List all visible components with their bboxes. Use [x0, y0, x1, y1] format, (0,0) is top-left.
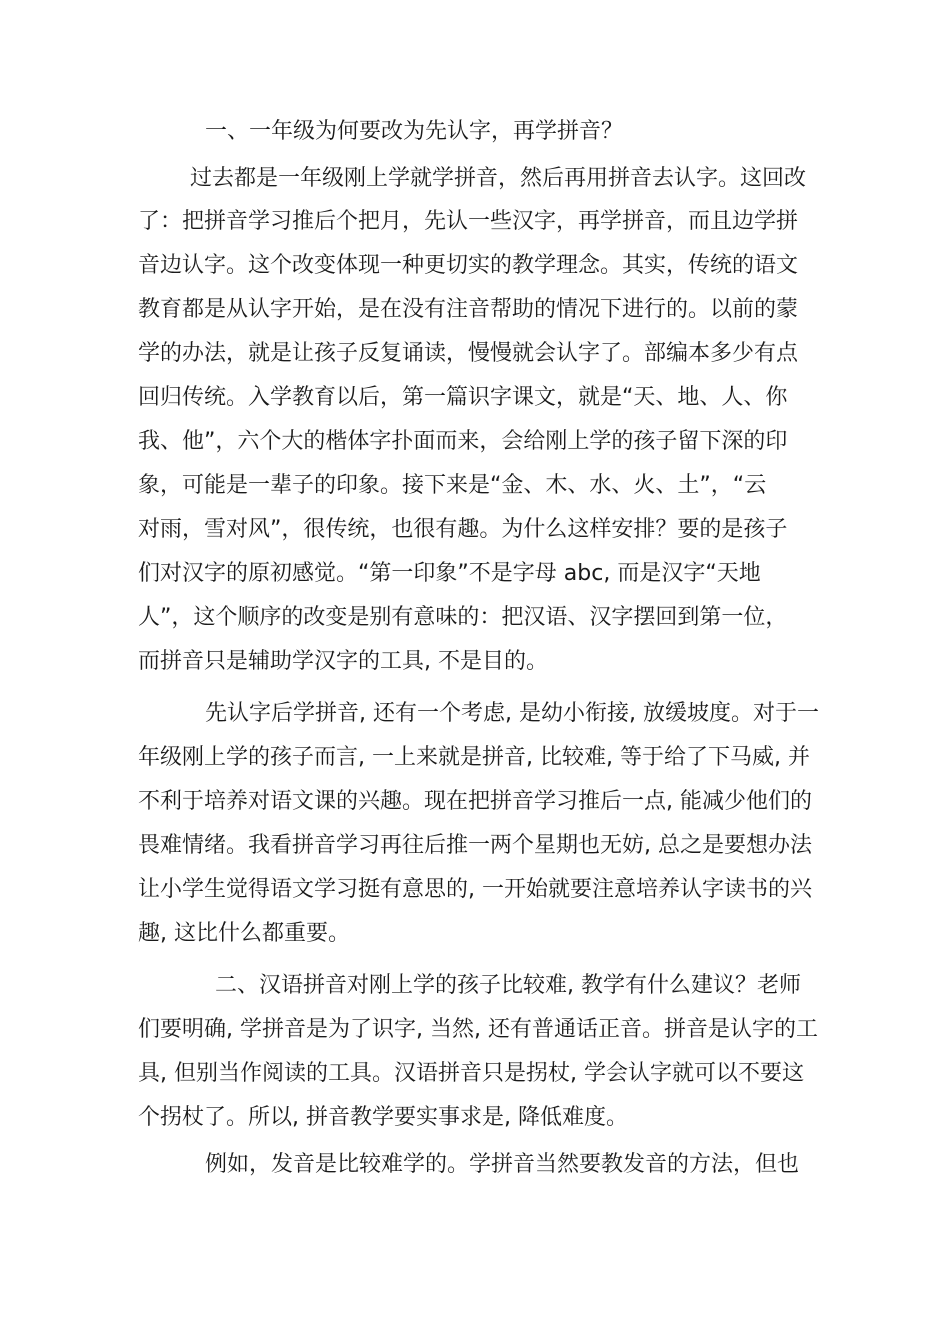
paragraph-2-line: 让小学生觉得语文学习挺有意思的, 一开始就要注意培养认字读书的兴: [138, 877, 812, 902]
paragraph-1-line: 而拼音只是辅助学汉字的工具, 不是目的。: [138, 649, 548, 674]
paragraph-1-line: 教育都是从认字开始，是在没有注音帮助的情况下进行的。以前的蒙: [138, 297, 799, 322]
paragraph-2-line: 畏难情绪。我看拼音学习再往后推一两个星期也无妨, 总之是要想办法: [138, 833, 812, 858]
paragraph-1-line: 象，可能是一辈子的印象。接下来是“金、木、水、火、土”，“云: [138, 473, 767, 498]
paragraph-1-line: 人”，这个顺序的改变是别有意味的：把汉语、汉字摆回到第一位，: [138, 605, 788, 630]
paragraph-2-line: 先认字后学拼音, 还有一个考虑, 是幼小衔接, 放缓坡度。对于一: [205, 701, 819, 726]
paragraph-2-line: 年级刚上学的孩子而言, 一上来就是拼音, 比较难, 等于给了下马威, 并: [138, 745, 810, 770]
paragraph-3-line: 个拐杖了。所以, 拼音教学要实事求是, 降低难度。: [138, 1105, 628, 1130]
paragraph-1-line: 回归传统。入学教育以后，第一篇识字课文，就是“天、地、人、你: [138, 385, 788, 410]
section-heading-2-line: 二、汉语拼音对刚上学的孩子比较难, 教学有什么建议？老师: [215, 973, 801, 998]
paragraph-2-line: 趣, 这比什么都重要。: [138, 921, 350, 946]
paragraph-1-line: 我、他”，六个大的楷体字扑面而来，会给刚上学的孩子留下深的印: [138, 429, 788, 454]
paragraph-1-line: 了：把拼音学习推后个把月，先认一些汉字，再学拼音，而且边学拼: [138, 209, 799, 234]
paragraph-1-line: 学的办法，就是让孩子反复诵读，慢慢就会认字了。部编本多少有点: [138, 341, 799, 366]
section-heading-1: 一、一年级为何要改为先认字，再学拼音？: [205, 119, 624, 144]
paragraph-2-line: 不利于培养对语文课的兴趣。现在把拼音学习推后一点, 能减少他们的: [138, 789, 812, 814]
paragraph-4-line: 例如，发音是比较难学的。学拼音当然要教发音的方法，但也: [205, 1152, 800, 1177]
paragraph-1-line: 过去都是一年级刚上学就学拼音，然后再用拼音去认字。这回改: [190, 166, 807, 191]
paragraph-3-line: 们要明确, 学拼音是为了识字, 当然, 还有普通话正音。拼音是认字的工: [138, 1017, 818, 1042]
paragraph-1-line: 们对汉字的原初感觉。“第一印象”不是字母 abc, 而是汉字“天地: [138, 561, 761, 586]
paragraph-1-line: 对雨，雪对风”，很传统，也很有趣。为什么这样安排？要的是孩子: [138, 517, 788, 542]
paragraph-1-line: 音边认字。这个改变体现一种更切实的教学理念。其实，传统的语文: [138, 253, 799, 278]
paragraph-3-line: 具, 但别当作阅读的工具。汉语拼音只是拐杖, 学会认字就可以不要这: [138, 1061, 804, 1086]
